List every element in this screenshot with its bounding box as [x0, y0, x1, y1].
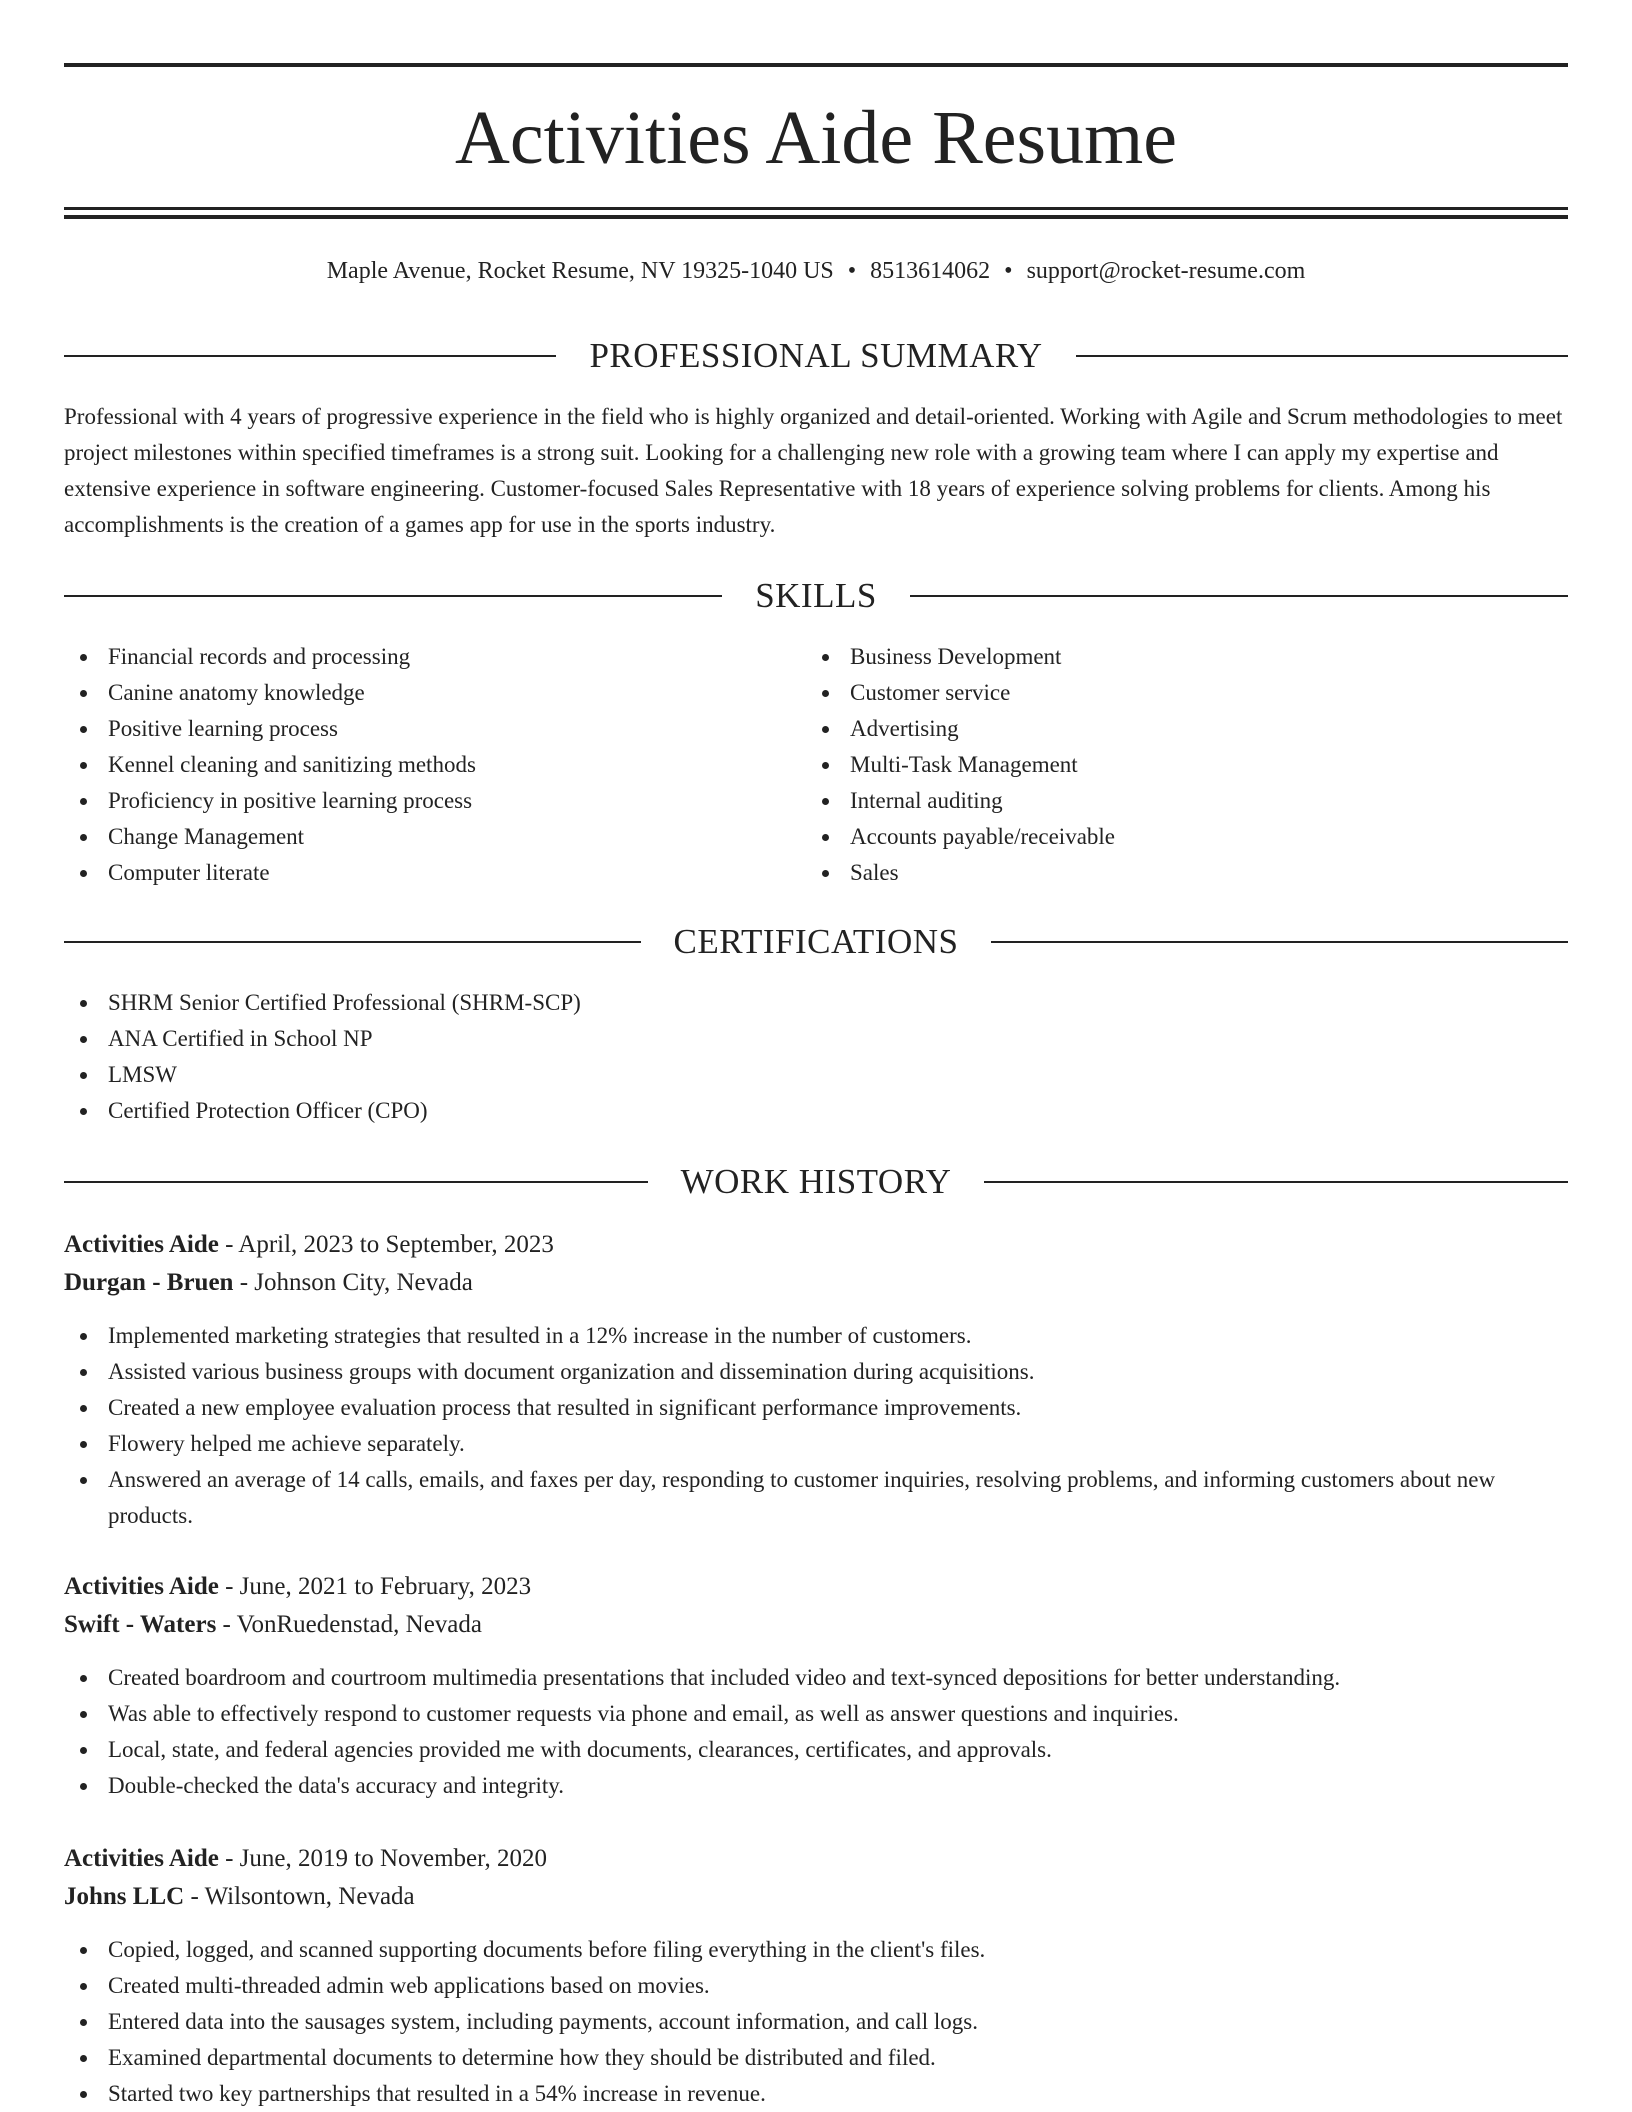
contact-email: support@rocket-resume.com [1026, 258, 1306, 284]
job-bullet: Assisted various business groups with document organization and dissemination during acquisitions. [64, 1354, 1568, 1390]
skill-item: Sales [806, 855, 1566, 891]
job-company: Johns LLC [64, 1883, 185, 1910]
job-location: - VonRuedenstad, Nevada [216, 1611, 482, 1638]
section-heading-skills [64, 574, 1568, 618]
job-bullet: Double-checked the data's accuracy and integrity. [64, 1768, 1568, 1804]
heading-rule-right [910, 595, 1568, 597]
job-bullet: Created a new employee evaluation process that resulted in significant performance improvements. [64, 1390, 1568, 1426]
skill-item: Internal auditing [806, 783, 1566, 819]
skills-list-right [806, 639, 1566, 891]
top-rule [64, 63, 1568, 67]
job-role: Activities Aide [64, 1573, 219, 1600]
certifications-list [64, 985, 1568, 1129]
job-bullets [64, 1660, 1568, 1804]
job-title-line [64, 1568, 1568, 1606]
job-bullet: Implemented marketing strategies that resulted in a 12% increase in the number of customers. [64, 1318, 1568, 1354]
job-bullet: Copied, logged, and scanned supporting documents before filing everything in the client's files. [64, 1932, 1568, 1968]
skill-item: Accounts payable/receivable [806, 819, 1566, 855]
section-heading-work-history [64, 1160, 1568, 1204]
skill-item: Customer service [806, 675, 1566, 711]
skill-item: Multi-Task Management [806, 747, 1566, 783]
job-bullet: Entered data into the sausages system, including payments, account information, and call logs. [64, 2004, 1568, 2040]
job-company: Durgan - Bruen [64, 1269, 234, 1296]
skills-list-left [64, 639, 804, 891]
job-location: - Wilsontown, Nevada [184, 1883, 415, 1910]
job-location: - Johnson City, Nevada [233, 1269, 473, 1296]
contact-line [64, 253, 1568, 289]
section-title: SKILLS [755, 576, 877, 615]
skill-item: Financial records and processing [64, 639, 804, 675]
heading-rule-right [991, 941, 1568, 943]
contact-separator: • [847, 258, 857, 284]
job-entry [64, 1568, 1568, 1804]
certification-item: SHRM Senior Certified Professional (SHRM-SCP) [64, 985, 1568, 1021]
job-company-line [64, 1878, 1568, 1916]
heading-rule-right [984, 1181, 1568, 1183]
certification-item: LMSW [64, 1057, 1568, 1093]
summary-paragraph: Professional with 4 years of progressive experience in the field who is highly organized and detail-oriented. Working with Agile and Scrum methodologies to meet project milestones within specified timeframes is a strong suit. Looking for a challenging new role with a growing team where I can apply my expertise and extensive experience in software engineering. Customer-focused Sales Representative with 18 years of experience solving problems for clients. Among his accomplishments is the creation of a games app for use in the sports industry. [64, 404, 1563, 537]
job-company-line [64, 1264, 1568, 1302]
job-company-line [64, 1606, 1568, 1644]
job-entry [64, 1226, 1568, 1534]
title-rule-upper [64, 207, 1568, 210]
job-dates: - June, 2021 to February, 2023 [218, 1573, 532, 1600]
job-title-line [64, 1226, 1568, 1264]
job-bullet: Started two key partnerships that resulted in a 54% increase in revenue. [64, 2076, 1568, 2112]
job-bullet: Created multi-threaded admin web applications based on movies. [64, 1968, 1568, 2004]
heading-rule-left [64, 941, 641, 943]
job-bullet: Answered an average of 14 calls, emails, and faxes per day, responding to customer inquiries, resolving problems, and informing customers about new products. [64, 1462, 1568, 1534]
job-bullet: Created boardroom and courtroom multimedia presentations that included video and text-synced depositions for better understanding. [64, 1660, 1568, 1696]
job-company: Swift - Waters [64, 1611, 217, 1638]
contact-phone: 8513614062 [870, 258, 991, 284]
skill-item: Change Management [64, 819, 804, 855]
job-bullets [64, 1318, 1568, 1534]
skill-item: Proficiency in positive learning process [64, 783, 804, 819]
job-role: Activities Aide [64, 1231, 219, 1258]
heading-rule-left [64, 595, 722, 597]
skill-item: Advertising [806, 711, 1566, 747]
skill-item: Business Development [806, 639, 1566, 675]
section-heading-summary [64, 334, 1568, 378]
certification-item: Certified Protection Officer (CPO) [64, 1093, 1568, 1129]
certification-item: ANA Certified in School NP [64, 1021, 1568, 1057]
heading-rule-left [64, 355, 556, 357]
job-title-line [64, 1840, 1568, 1878]
section-title: PROFESSIONAL SUMMARY [589, 336, 1043, 375]
section-title: CERTIFICATIONS [673, 922, 959, 961]
job-dates: - April, 2023 to September, 2023 [218, 1231, 554, 1258]
job-bullet: Was able to effectively respond to customer requests via phone and email, as well as answer questions and inquiries. [64, 1696, 1568, 1732]
skill-item: Positive learning process [64, 711, 804, 747]
section-title: WORK HISTORY [680, 1162, 952, 1201]
heading-rule-left [64, 1181, 648, 1183]
job-bullet: Examined departmental documents to determine how they should be distributed and filed. [64, 2040, 1568, 2076]
skill-item: Kennel cleaning and sanitizing methods [64, 747, 804, 783]
job-entry [64, 1840, 1568, 2112]
page-title: Activities Aide Resume [455, 96, 1177, 180]
job-bullet: Local, state, and federal agencies provided me with documents, clearances, certificates, and approvals. [64, 1732, 1568, 1768]
heading-rule-right [1076, 355, 1568, 357]
contact-address: Maple Avenue, Rocket Resume, NV 19325-1040 US [326, 258, 834, 284]
job-bullet: Flowery helped me achieve separately. [64, 1426, 1568, 1462]
job-role: Activities Aide [64, 1845, 219, 1872]
job-bullets [64, 1932, 1568, 2112]
job-dates: - June, 2019 to November, 2020 [218, 1845, 547, 1872]
title-rule-lower [64, 215, 1568, 219]
skill-item: Computer literate [64, 855, 804, 891]
section-heading-certifications [64, 920, 1568, 964]
contact-separator: • [1004, 258, 1013, 284]
skill-item: Canine anatomy knowledge [64, 675, 804, 711]
